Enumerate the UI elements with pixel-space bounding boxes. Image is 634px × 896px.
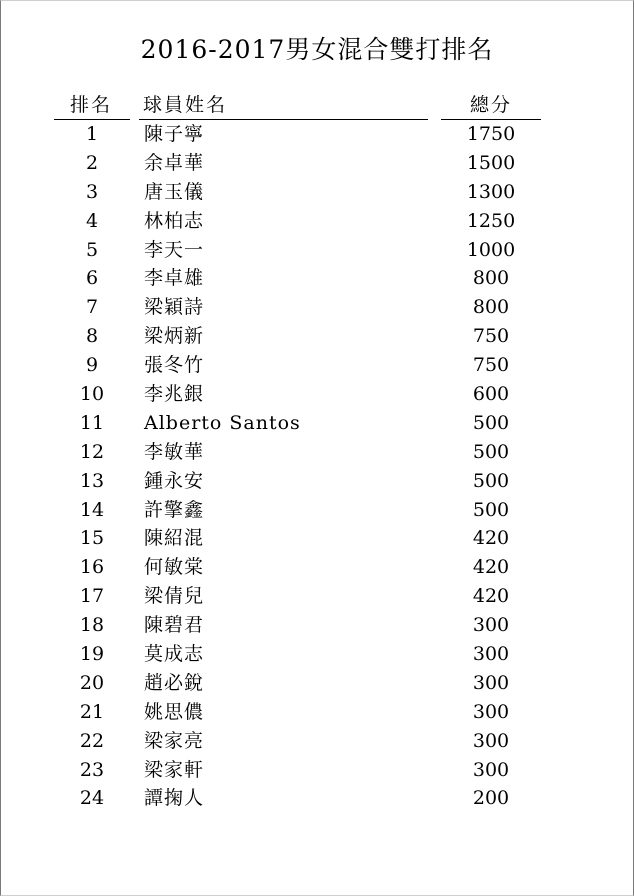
player-name-cell: 梁家軒: [144, 758, 205, 781]
table-row: [0, 467, 634, 496]
table-row: [0, 293, 634, 322]
score-cell: 420: [472, 527, 510, 550]
player-name-cell: 張冬竹: [144, 354, 205, 377]
player-name-cell: 余卓華: [144, 151, 205, 174]
table-row: [0, 207, 634, 236]
player-name-cell: 趙必銳: [144, 671, 205, 694]
table-row: [0, 236, 634, 265]
player-name-cell: 李卓雄: [144, 267, 205, 290]
rank-cell: 6: [85, 267, 99, 290]
score-cell: 600: [472, 383, 510, 406]
table-row: [0, 669, 634, 698]
table-row: [0, 582, 634, 611]
player-name-cell: 姚思儂: [144, 700, 205, 723]
player-name-cell: 唐玉儀: [144, 180, 205, 203]
column-header-score: 總分: [470, 94, 513, 116]
player-name-cell: 梁家亮: [144, 729, 205, 752]
rank-cell: 18: [79, 614, 105, 637]
score-cell: 300: [472, 700, 510, 723]
rank-cell: 20: [79, 671, 105, 694]
player-name-cell: 梁倩兒: [144, 585, 205, 608]
column-header-rank: 排名: [70, 94, 113, 116]
player-name-cell: 陳子寧: [144, 123, 205, 145]
table-row: [0, 409, 634, 438]
rank-cell: 24: [79, 787, 105, 810]
rank-cell: 13: [79, 469, 105, 492]
rank-cell: 15: [79, 527, 105, 550]
rank-cell: 14: [79, 498, 105, 521]
table-row: [0, 496, 634, 525]
player-name-cell: 陳紹混: [144, 527, 205, 550]
score-cell: 500: [472, 440, 510, 463]
player-name-cell: 何敏棠: [144, 556, 205, 579]
table-row: [0, 322, 634, 351]
rank-cell: 23: [79, 758, 105, 781]
rank-cell: 17: [79, 585, 105, 608]
table-row: [0, 380, 634, 409]
rank-cell: 21: [79, 700, 105, 723]
column-header-name: 球員姓名: [143, 94, 228, 116]
page-title: 2016-2017男女混合雙打排名: [140, 35, 494, 64]
player-name-cell: 莫成志: [144, 643, 205, 666]
score-cell: 300: [472, 758, 510, 781]
rank-cell: 11: [79, 411, 105, 434]
rank-cell: 12: [79, 440, 105, 463]
rank-cell: 7: [85, 296, 99, 319]
rank-cell: 5: [85, 238, 99, 261]
rank-cell: 22: [79, 729, 105, 752]
rank-cell: 16: [79, 556, 105, 579]
score-cell: 300: [472, 643, 510, 666]
player-name-cell: 鍾永安: [144, 469, 205, 492]
score-cell: 1300: [466, 180, 516, 203]
score-cell: 500: [472, 469, 510, 492]
table-row: [0, 149, 634, 178]
player-name-cell: 陳碧君: [144, 614, 205, 637]
score-cell: 500: [472, 498, 510, 521]
score-cell: 500: [472, 411, 510, 434]
score-cell: 420: [472, 585, 510, 608]
score-cell: 800: [472, 296, 510, 319]
player-name-cell: 許擎鑫: [144, 498, 205, 521]
score-cell: 1000: [466, 238, 516, 261]
player-name-cell: 李敏華: [144, 440, 205, 463]
score-cell: 800: [472, 267, 510, 290]
table-row: [0, 784, 634, 813]
rank-cell: 2: [85, 151, 99, 174]
rank-cell: 4: [85, 209, 99, 232]
player-name-cell: 李天一: [144, 238, 205, 261]
rank-cell: 3: [85, 180, 99, 203]
score-cell: 1500: [466, 151, 516, 174]
player-name-cell: 李兆銀: [144, 383, 205, 406]
table-row: [0, 438, 634, 467]
player-name-cell: 梁炳新: [144, 325, 205, 348]
rank-cell: 19: [79, 643, 105, 666]
table-row: [0, 178, 634, 207]
score-cell: 420: [472, 556, 510, 579]
player-name-cell: 林柏志: [144, 209, 205, 232]
score-cell: 750: [472, 325, 510, 348]
rank-cell: 1: [85, 123, 99, 145]
score-cell: 300: [472, 671, 510, 694]
rank-cell: 9: [85, 354, 99, 377]
score-cell: 750: [472, 354, 510, 377]
score-cell: 200: [472, 787, 510, 810]
table-row: [0, 727, 634, 756]
player-name-cell: 譚掬人: [144, 787, 205, 810]
score-cell: 300: [472, 729, 510, 752]
table-row: [0, 640, 634, 669]
table-row: [0, 351, 634, 380]
score-cell: 1250: [466, 209, 516, 232]
rank-cell: 10: [79, 383, 105, 406]
player-name-cell: Alberto Santos: [144, 411, 301, 434]
table-row: [0, 264, 634, 293]
player-name-cell: 梁穎詩: [144, 296, 205, 319]
table-row: [0, 553, 634, 582]
table-row: [0, 756, 634, 785]
rank-cell: 8: [85, 325, 99, 348]
table-row: [0, 698, 634, 727]
table-row: [0, 524, 634, 553]
table-row: [0, 611, 634, 640]
score-cell: 300: [472, 614, 510, 637]
score-cell: 1750: [466, 123, 516, 145]
ranking-table-body: [0, 120, 634, 813]
table-row: [0, 120, 634, 149]
